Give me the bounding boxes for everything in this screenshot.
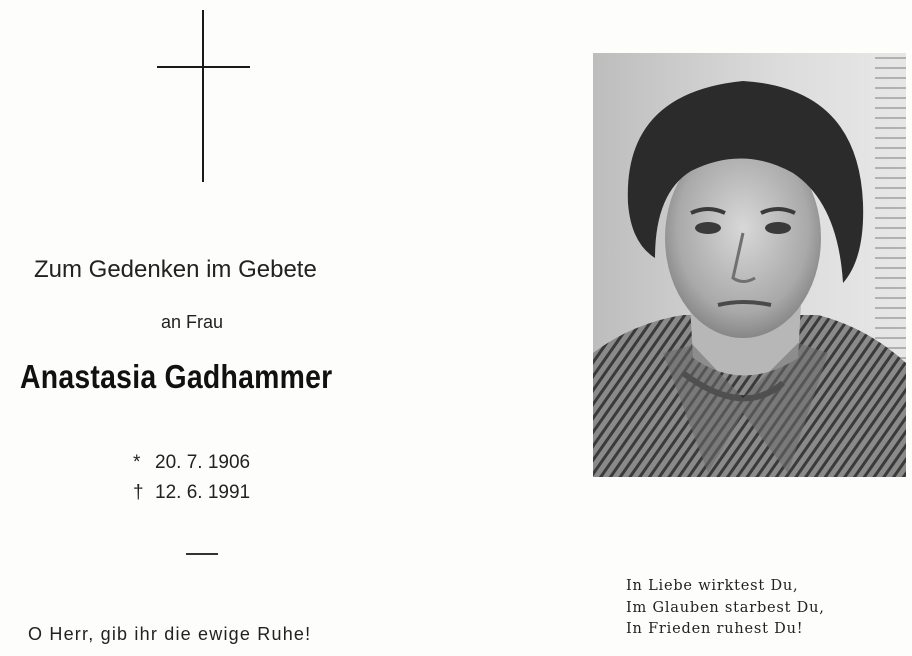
birth-row (133, 452, 250, 482)
death-cross-icon: † (133, 482, 144, 503)
verse-line: In Frieden ruhest Du! (626, 621, 804, 637)
death-date: 12. 6. 1991 (155, 482, 251, 503)
death-row (133, 482, 250, 512)
prayer-text: O Herr, gib ihr die ewige Ruhe! (28, 624, 312, 644)
memorial-verse (626, 576, 825, 641)
birth-star-icon: * (133, 452, 141, 473)
verse-line: Im Glauben starbest Du, (626, 599, 825, 616)
cross-vertical-bar (202, 10, 204, 182)
verse-line: In Liebe wirktest Du, (626, 578, 799, 594)
life-dates (133, 452, 250, 512)
memorial-heading: Zum Gedenken im Gebete (34, 256, 317, 283)
cross-horizontal-bar (157, 66, 250, 68)
portrait-photo (593, 53, 906, 477)
recipient-prefix: an Frau (161, 312, 224, 332)
birth-date: 20. 7. 1906 (155, 452, 251, 473)
deceased-name: Anastasia Gadhammer (20, 358, 333, 395)
divider-line (186, 553, 218, 555)
